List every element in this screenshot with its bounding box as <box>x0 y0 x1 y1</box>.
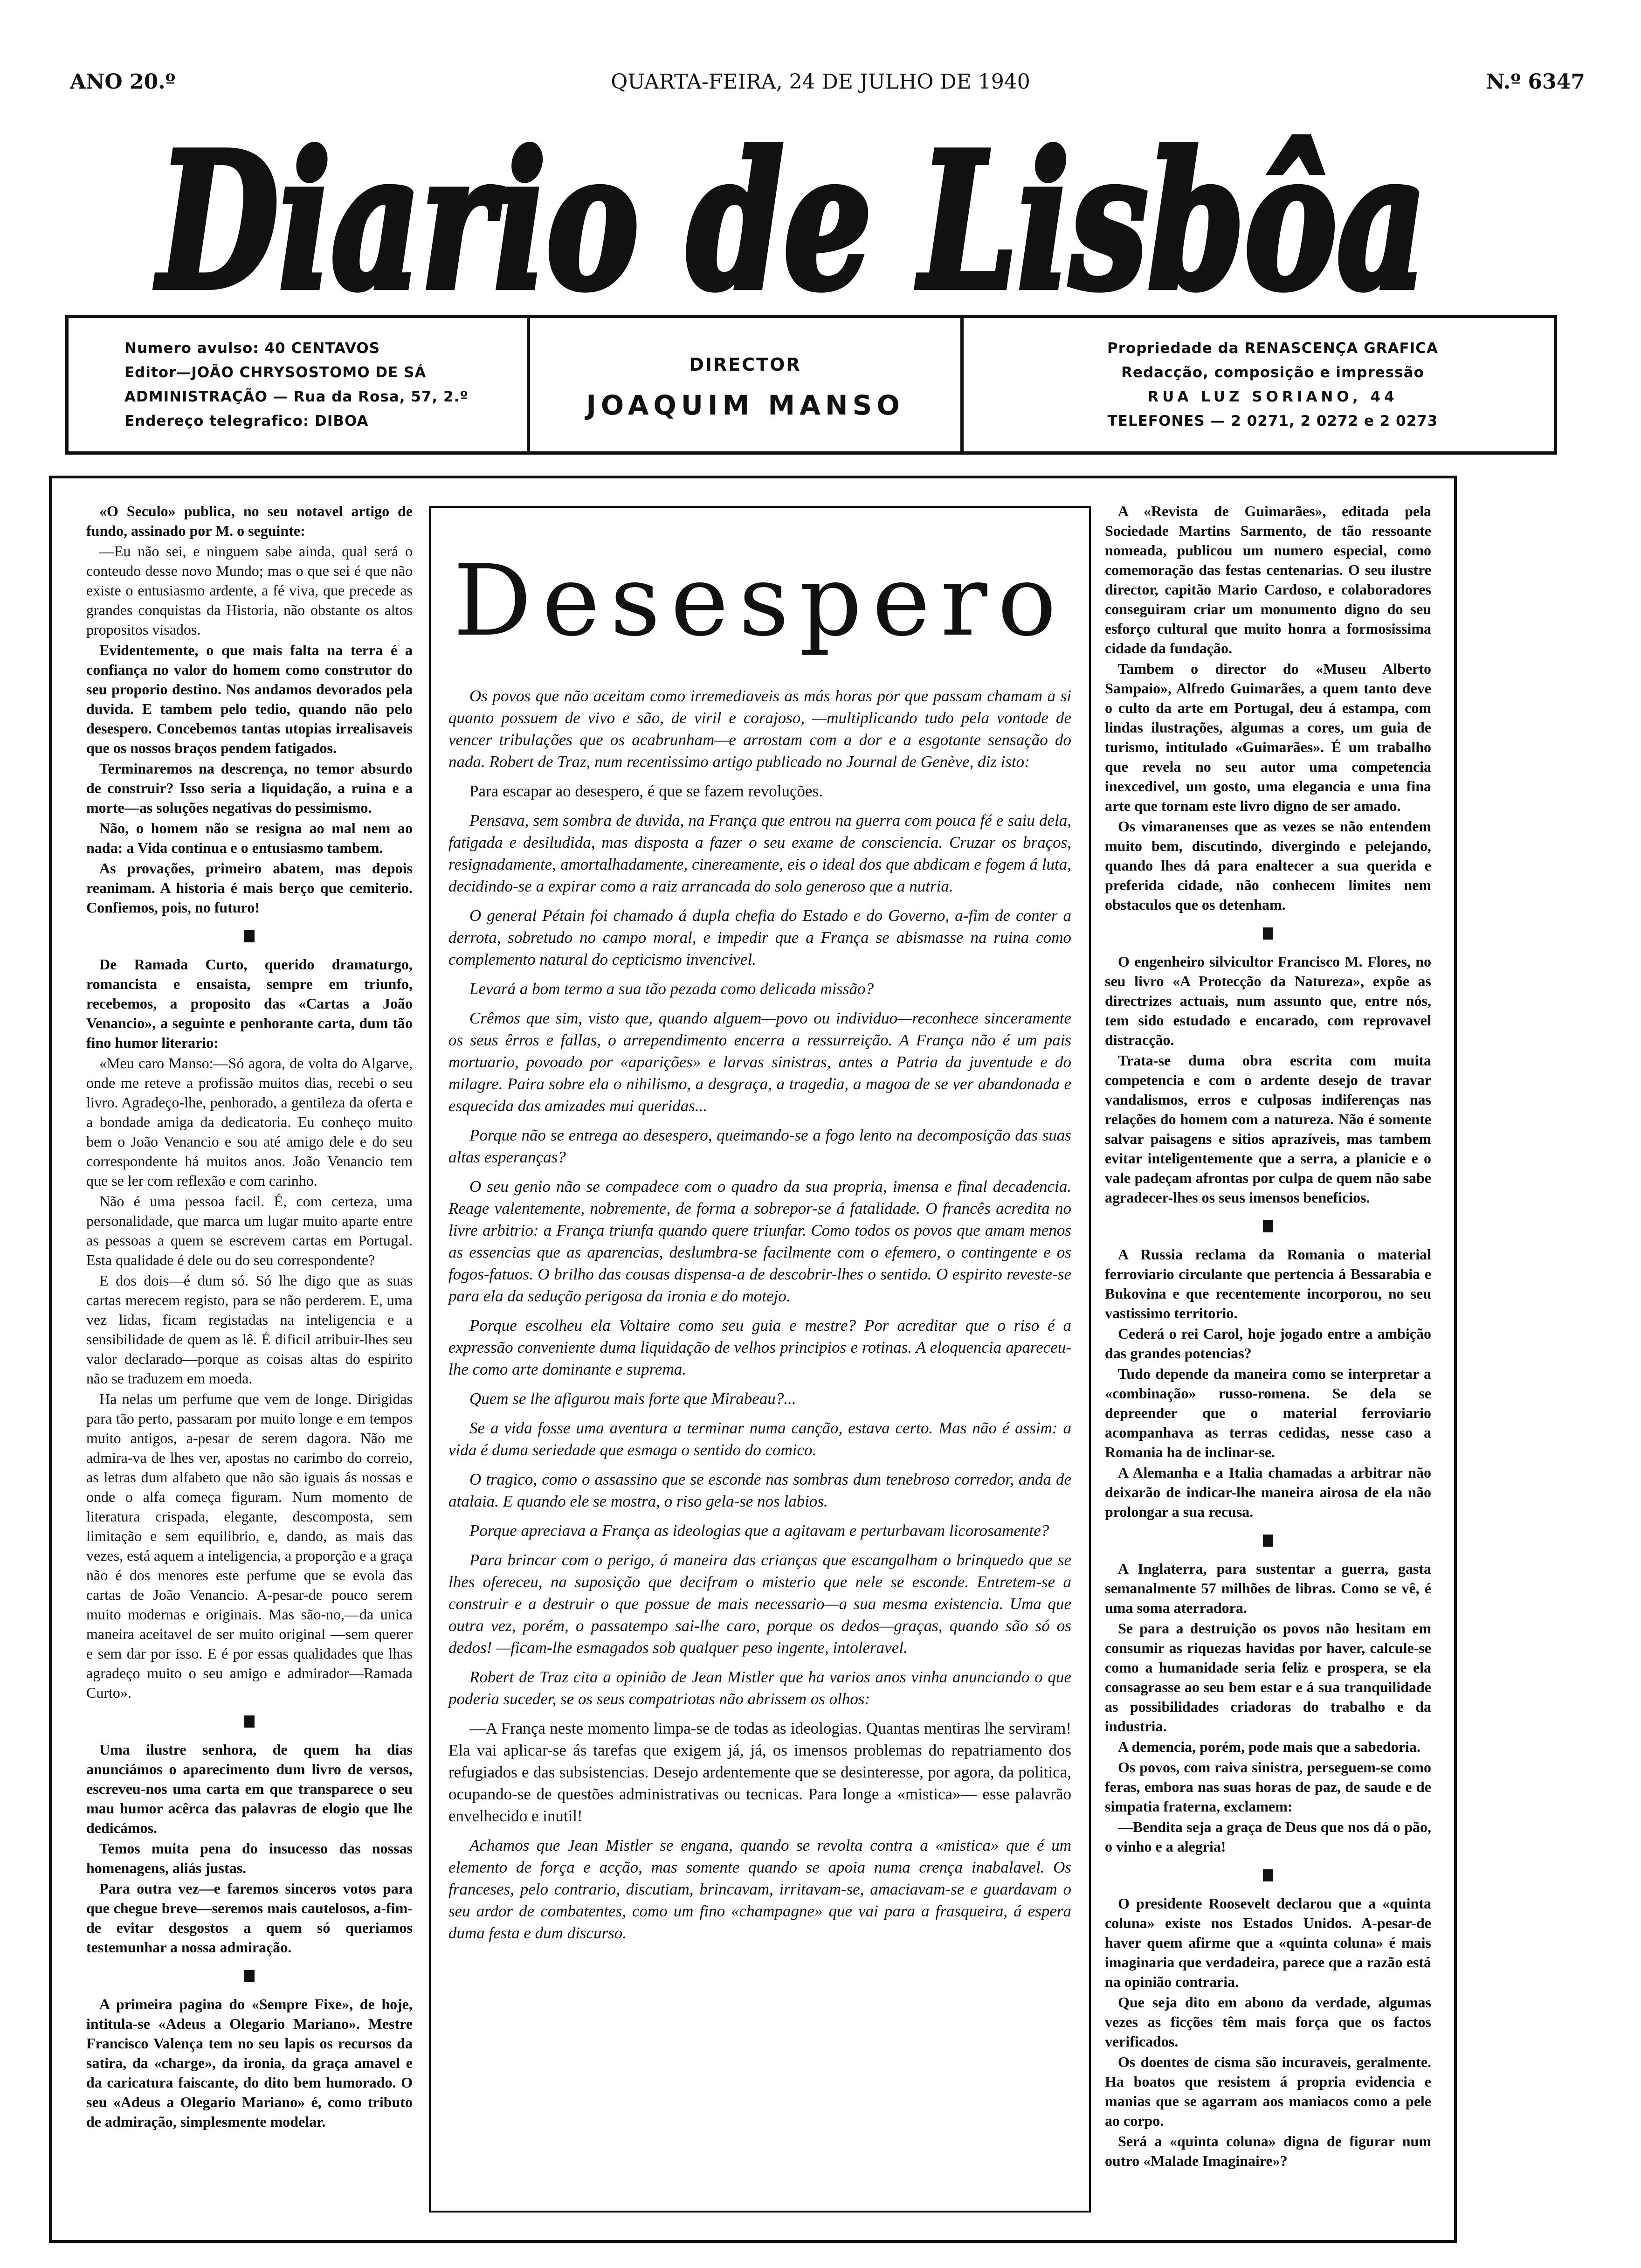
column-paragraph: Trata-se duma obra escrita com muita competencia e com o ardente desejo de travar vandalismos, erros e culposas indiferenças nas relações do homem com a natureza. Não é somente salvar paisagens e sitios aprazíveis, mas tambem evitar inteligentemente que a serra, a planicie e o vale padeçam afrontas por culpa de quem não sabe agradecer-lhes os seus imensos beneficios. <box>1105 1052 1431 1206</box>
section-separator <box>1263 1535 1273 1547</box>
section-separator <box>244 1715 255 1728</box>
issue-number: N.º 6347 <box>1486 70 1585 94</box>
article-paragraph: O general Pétain foi chamado á dupla chefia do Estado e do Governo, a-fim de conter a derrota, sobretudo no campo moral, e impedir que a França se abismasse na ruina como complemento natural do cepticismo invencivel. <box>448 906 1071 968</box>
column-paragraph: Que seja dito em abono da verdade, algumas vezes as ficções têm mais força que os factos verificados. <box>1105 1994 1431 2050</box>
info-phones: TELEFONES — 2 0271, 2 0272 e 2 0273 <box>1107 413 1438 429</box>
column-paragraph: —Bendita seja a graça de Deus que nos dá o pão, o vinho e a alegria! <box>1105 1819 1431 1855</box>
left-column <box>86 501 413 2227</box>
article-paragraph: Porque não se entrega ao desespero, queimando-se a fogo lento na decomposição das suas altas esperanças? <box>448 1126 1071 1166</box>
masthead-title: Diario de Lisbôa <box>154 112 1427 319</box>
masthead-logo <box>149 105 1436 319</box>
section-separator <box>1263 927 1273 940</box>
info-director <box>530 318 964 451</box>
info-left <box>69 318 530 451</box>
column-paragraph: Tudo depende da maneira como se interpretar a «combinação» russo-romena. Se dela se depreender que o material ferroviario acompanhava as terras cedidas, nesse caso a Romania ha de inclinar-se. <box>1105 1365 1431 1460</box>
column-paragraph: As provações, primeiro abatem, mas depois reanimam. A historia é mais berço que cemiterio. Confiemos, pois, no futuro! <box>86 860 413 916</box>
column-paragraph: —Eu não sei, e ninguem sabe ainda, qual será o conteudo desse novo Mundo; mas o que sei é que não existe o entusiasmo ardente, a fé viva, que precede as grandes conquistas da Historia, não obstante os altos propositos visados. <box>86 543 413 638</box>
column-paragraph: Para outra vez—e faremos sinceros votos para que chegue breve—seremos mais cautelosos, a-fim-de evitar desgostos a quem só queriamos testemunhar a nossa admiração. <box>86 1880 413 1956</box>
column-paragraph: Evidentemente, o que mais falta na terra é a confiança no valor do homem como construtor do seu proporio destino. Nos andamos devorados pela duvida. E tambem pelo tedio, quando não pelo desespero. Concebemos tantas utopias irrealisaveis que os nossos braços pendem fatigados. <box>86 642 413 756</box>
issue-date: QUARTA-FEIRA, 24 DE JULHO DE 1940 <box>611 70 1030 94</box>
column-paragraph: O presidente Roosevelt declarou que a «quinta coluna» existe nos Estados Unidos. A-pesar-de haver quem afirme que a «quinta coluna» é mais imaginaria que verdadeira, parece que a razão está na opinião contraria. <box>1105 1895 1431 1990</box>
column-paragraph: De Ramada Curto, querido dramaturgo, romancista e ensaista, sempre em triunfo, recebemos, a proposito das «Cartas a João Venancio», a seguinte e penhorante carta, dum tão fino humor literario: <box>86 956 413 1051</box>
info-administration: ADMINISTRAÇÃO — Rua da Rosa, 57, 2.º <box>124 388 469 405</box>
column-paragraph: Cederá o rei Carol, hoje jogado entre a ambição das grandes potencias? <box>1105 1325 1431 1362</box>
director-label: DIRECTOR <box>689 354 801 375</box>
article-paragraph: Achamos que Jean Mistler se engana, quando se revolta contra a «mistica» que é um elemento de força e acção, mas somente quando se apoia numa crença inabalavel. Os franceses, pelo contrario, discutiam, brincavam, irritavam-se, amaciavam-se e guardavam o seu ardor de combatentes, como um fino «champagne» que vai para a frasqueira, á espera duma festa e dum discurso. <box>448 1836 1071 1942</box>
headline: Desespero <box>453 544 1067 658</box>
column-paragraph: «Meu caro Manso:—Só agora, de volta do Algarve, onde me reteve a profissão muitos dias, recebi o seu livro. Agradeço-lhe, penhorado, a gentileza da oferta e a bondade amiga da dedicatoria. Eu conheço muito bem o João Venancio e sou até amigo dele e do seu correspondente há muitos anos. João Venancio tem que se ler com reflexão e com carinho. <box>86 1055 413 1189</box>
article-paragraph: Para escapar ao desespero, é que se fazem revoluções. <box>469 782 823 800</box>
article-paragraph: O seu genio não se compadece com o quadro da sua propria, imensa e final decadencia. Reage valentemente, nobremente, de forma a sobrepor-se á fatalidade. O francês acredita no livre arbitrio: a França triunfa quando quere triunfar. Como todos os povos que amam menos as essencias que as aparencias, deslumbra-se facilmente com o efemero, o contingente e os fogos-fatuos. O brilho das cousas dispensa-a de descobrir-lhes o sentido. O espirito reveste-se para ela da sedução perigosa da ironia e do motejo. <box>448 1177 1071 1305</box>
info-editor: Editor—JOÃO CHRYSOSTOMO DE SÁ <box>124 364 427 381</box>
article-paragraph: Porque escolheu ela Voltaire como seu guia e mestre? Por acreditar que o riso é a expressão conveniente duma liquidação de velhos principios e rotinas. A eloquencia apareceu-lhe como arte dominante e suprema. <box>448 1316 1071 1378</box>
column-paragraph: Os povos, com raiva sinistra, perseguem-se como feras, embora nas suas horas de paz, de saude e de simpatia fraterna, exclamem: <box>1105 1759 1431 1815</box>
masthead <box>149 105 1436 319</box>
column-paragraph: Uma ilustre senhora, de quem ha dias anunciámos o aparecimento dum livro de versos, escreveu-nos uma carta em que transparece o seu mau humor acêrca das palavras de elogio que lhe dedicámos. <box>86 1741 413 1836</box>
column-paragraph: E dos dois—é dum só. Só lhe digo que as suas cartas merecem registo, para se não perderem. E, uma vez lidas, ficam registadas na inteligencia e a sensibilidade de quem as lê. É dificil atribuir-lhes seu valor declarado—porque as coisas altas do espirito não se traduzem em moeda. <box>86 1272 413 1387</box>
article-paragraph: Para brincar com o perigo, á maneira das crianças que escangalham o brinquedo que se lhes ofereceu, na suposição que decifram o misterio que nele se esconde. Entretem-se a construir e a destruir o que possue de mais necessario—a sua mesma existencia. Uma que outra vez, porém, o passatempo sai-lhe caro, porque os dedos—graças, quando são só os dedos! —ficam-lhe esmagados sob qualquer peso ingente, intoleravel. <box>448 1551 1071 1657</box>
section-separator <box>1263 1869 1273 1881</box>
info-price: Numero avulso: 40 CENTAVOS <box>124 340 380 357</box>
column-paragraph: Se para a destruição os povos não hesitam em consumir as riquezas havidas por haver, calcule-se como a humanidade seria feliz e prospera, se ela consagrasse ao seu bem estar e á sua tranquilidade as possibilidades criadoras do trabalho e da industria. <box>1105 1620 1431 1735</box>
info-right <box>964 318 1554 451</box>
lead-article <box>429 506 1091 2213</box>
column-paragraph: A Russia reclama da Romania o material ferroviario circulante que pertencia á Bessarabia e Bukovina e que recentemente incorporou, no seu vastissimo territorio. <box>1105 1246 1431 1321</box>
column-paragraph: «O Seculo» publica, no seu notavel artigo de fundo, assinado por M. o seguinte: <box>86 503 413 539</box>
column-paragraph: Os doentes de cisma são incuraveis, geralmente. Ha boatos que resistem á propria evidencia e manias que se agarram aos maniacos como a pele ao corpo. <box>1105 2054 1431 2129</box>
info-telegraph: Endereço telegrafico: DIBOA <box>124 413 369 429</box>
article-paragraph: O tragico, como o assassino que se esconde nas sombras dum tenebroso corredor, anda de atalaia. E quando ele se mostra, o riso gela-se nos labios. <box>448 1470 1071 1510</box>
info-address: RUA LUZ SORIANO, 44 <box>1147 388 1398 405</box>
info-press: Redacção, composição e impressão <box>1121 364 1424 381</box>
section-separator <box>244 930 255 942</box>
column-paragraph: Ha nelas um perfume que vem de longe. Dirigidas para tão perto, passaram por muito longe e em tempos muito antigos, a-pesar de serem dagora. Não me admira-va de lhes ver, apostas no carimbo do correio, as letras dum alfabeto que não são iguais ás nossas e onde o alfa começa figuram. Num momento de literatura crispada, elegante, descomposta, sem limitação e sem equilibrio, e, dando, as mais das vezes, está aquem a inteligencia, a proporção e a graça não é dos menores este perfume que se evola das cartas de João Venancio. A-pesar-de pouco serem muito modernas e originais. Mas são-no,—da unica maneira aceitavel de ser muito original —sem querer e sem dar por isso. E é por essas qualidades que lhas agradeço muito o seu amigo e admirador—Ramada Curto». <box>86 1390 413 1701</box>
column-paragraph: A «Revista de Guimarães», editada pela Sociedade Martins Sarmento, de tão ressoante nomeada, publicou um numero especial, como comemoração das festas centenarias. O seu ilustre director, capitão Mario Cardoso, e colaboradores conseguiram criar um monumento digno do seu esforço cultural que muito honra a formosissima cidade da fundação. <box>1105 503 1431 657</box>
article-paragraph: Os povos que não aceitam como irremediaveis as más horas por que passam chamam a si quanto possuem de vivo e são, de viril e corajoso, —multiplicando tudo pela vontade de vencer tribulações que os acabrunham—e arrostam com a dor e a esgotante sensação do nada. Robert de Traz, num recentissimo artigo publicado no Journal de Genève, diz isto: <box>448 687 1071 771</box>
column-paragraph: A Alemanha e a Italia chamadas a arbitrar não deixarão de indicar-lhe maneira airosa de ela não prolongar a sua recusa. <box>1105 1464 1431 1520</box>
article-paragraph: Quem se lhe afigurou mais forte que Mirabeau?... <box>469 1390 796 1408</box>
article-paragraph: Se a vida fosse uma aventura a terminar numa canção, estava certo. Mas não é assim: a vida é duma seriedade que esmaga o sentido do comico. <box>448 1419 1071 1459</box>
section-separator <box>1263 1220 1273 1232</box>
column-paragraph: A demencia, porém, pode mais que a sabedoria. <box>1118 1738 1420 1755</box>
article-paragraph: Crêmos que sim, visto que, quando alguem—povo ou individuo—reconhece sinceramente os seus êrros e fallas, o arrependimento encerra a ressurreição. A França não é um pais mortuario, povoado por «aparições» e larvas sinistras, antes a Patria da juventude e do milagre. Paira sobre ela o nihilismo, a desgraça, a tragedia, a magoa de se ver abandonada e esquecida das amizades mui queridas... <box>448 1009 1071 1115</box>
right-column <box>1105 501 1431 2227</box>
column-paragraph: Não, o homem não se resigna ao mal nem ao nada: a Vida continua e o entusiasmo tambem. <box>86 820 413 856</box>
issue-year: ANO 20.º <box>70 70 176 94</box>
column-paragraph: A Inglaterra, para sustentar a guerra, gasta semanalmente 57 milhões de libras. Como se vê, é uma soma aterradora. <box>1105 1560 1431 1616</box>
article-paragraph: Levará a bom termo a sua tão pezada como delicada missão? <box>469 980 874 998</box>
column-paragraph: Os vimaranenses que as vezes se não entendem muito bem, discutindo, divergindo e pelejando, quando lhes dá para enaltecer a sua querida e preferida cidade, não conhecem limites nem obstaculos que os detenham. <box>1105 818 1431 913</box>
article-body <box>448 685 1071 1944</box>
publisher-info-box <box>65 315 1557 455</box>
article-paragraph: Robert de Traz cita a opinião de Jean Mistler que ha varios anos vinha anunciando o que poderia suceder, se os seus compatriotas não abrissem os olhos: <box>448 1668 1071 1708</box>
column-paragraph: Não é uma pessoa facil. É, com certeza, uma personalidade, que marca um lugar muito aparte entre as pessoas a quem se escrevem cartas em Portugal. Esta qualidade é dele ou do seu correspondente? <box>86 1193 413 1268</box>
column-paragraph: Será a «quinta coluna» digna de figurar num outro «Malade Imaginaire»? <box>1105 2133 1431 2169</box>
section-separator <box>244 1970 255 1982</box>
article-paragraph: Porque apreciava a França as ideologias que a agitavam e perturbavam licorosamente? <box>469 1521 1049 1540</box>
info-owner: Propriedade da RENASCENÇA GRAFICA <box>1107 340 1438 357</box>
column-paragraph: Temos muita pena do insucesso das nossas homenagens, aliás justas. <box>86 1840 413 1876</box>
column-paragraph: Terminaremos na descrença, no temor absurdo de construir? Isso seria a liquidação, a ruina e a morte—as soluções negativas do pessimismo. <box>86 760 413 816</box>
article-paragraph: —A França neste momento limpa-se de todas as ideologias. Quantas mentiras lhe serviram! Ela vai aplicar-se ás tarefas que exigem já, já, os imensos problemas do repatriamento dos refugiados e das subsistencias. Desejo ardentemente que se desinteresse, por agora, da politica, ocupando-se de questões administrativas ou tecnicas. Para longe a «mistica»— esse palavrão envelhecido e inutil! <box>448 1719 1071 1825</box>
column-paragraph: A primeira pagina do «Sempre Fixe», de hoje, intitula-se «Adeus a Olegario Mariano». Mestre Francisco Valença tem no seu lapis os recursos da satira, da «charge», da ironia, da graça amavel e da caricatura faiscante, do dito bem humorado. O seu «Adeus a Olegario Mariano» é, como tributo de admiração, simplesmente modelar. <box>86 1996 413 2130</box>
director-name: JOAQUIM MANSO <box>586 389 904 421</box>
column-paragraph: O engenheiro silvicultor Francisco M. Flores, no seu livro «A Protecção da Natureza», expõe as directrizes actuais, num assunto que, entre nós, tem sido estudado e encarado, com reprovavel distracção. <box>1105 953 1431 1048</box>
column-paragraph: Tambem o director do «Museu Alberto Sampaio», Alfredo Guimarães, a quem tanto deve o culto da arte em Portugal, deu á estampa, com lindas ilustrações, algumas a cores, um guia de turismo, intitulado «Guimarães». É um trabalho que revela no seu autor uma competencia inexcedivel, um gosto, uma elegancia e uma fina arte que tornam este livro digno de ser amado. <box>1105 660 1431 814</box>
article-paragraph: Pensava, sem sombra de duvida, na França que entrou na guerra com pouca fé e saiu dela, fatigada e desiludida, mas disposta a fazer o seu exame de consciencia. Cruzar os braços, resignadamente, amortalhadamente, cinereamente, eis o ideal dos que abdicam e fogem á luta, decidindo-se a expirar como a raiz arrancada do solo generoso que a nutria. <box>448 811 1071 895</box>
